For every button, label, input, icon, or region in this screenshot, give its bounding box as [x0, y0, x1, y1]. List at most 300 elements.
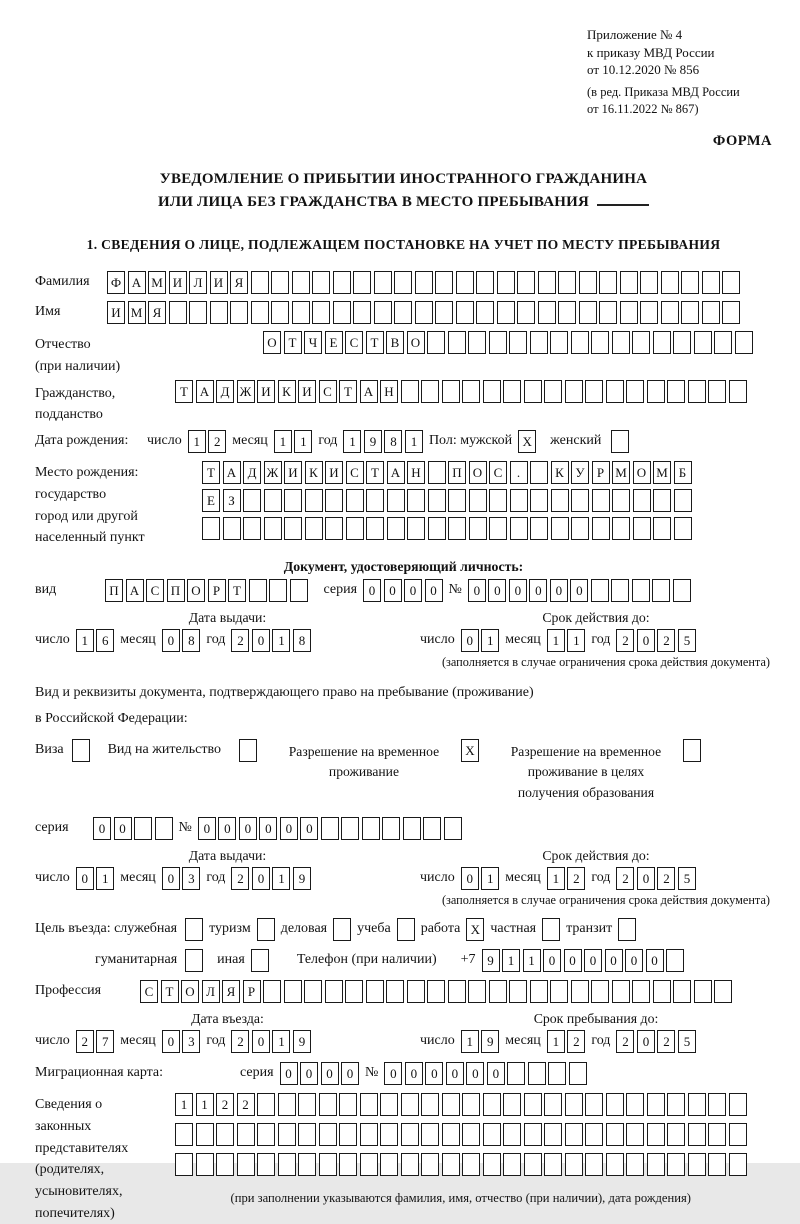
representatives-char-box[interactable] — [524, 1123, 542, 1146]
name-char-box[interactable] — [558, 301, 576, 324]
birthplace-char-box[interactable]: А — [223, 461, 241, 484]
surname-char-box[interactable] — [476, 271, 494, 294]
phone-digit-box[interactable]: 0 — [564, 949, 582, 972]
birthplace-char-box[interactable] — [571, 489, 589, 512]
doc-series-box[interactable]: 0 — [384, 579, 402, 602]
surname-char-box[interactable] — [538, 271, 556, 294]
doc-number-box[interactable] — [652, 579, 670, 602]
name-char-box[interactable] — [599, 301, 617, 324]
migration-series-box[interactable]: 0 — [300, 1062, 318, 1085]
representatives-char-box[interactable]: 1 — [196, 1093, 214, 1116]
citizenship-char-box[interactable] — [729, 380, 747, 403]
representatives-char-box[interactable] — [216, 1153, 234, 1176]
representatives-char-box[interactable] — [257, 1093, 275, 1116]
patronymic-char-box[interactable]: С — [345, 331, 363, 354]
name-char-box[interactable]: И — [107, 301, 125, 324]
surname-char-box[interactable] — [579, 271, 597, 294]
profession-char-box[interactable] — [468, 980, 486, 1003]
representatives-char-box[interactable] — [237, 1123, 255, 1146]
representatives-char-box[interactable] — [483, 1123, 501, 1146]
representatives-char-box[interactable] — [278, 1123, 296, 1146]
patronymic-char-box[interactable] — [714, 331, 732, 354]
name-char-box[interactable] — [374, 301, 392, 324]
citizenship-char-box[interactable] — [667, 380, 685, 403]
representatives-char-box[interactable] — [503, 1153, 521, 1176]
birthplace-char-box[interactable] — [428, 517, 446, 540]
doc-type-char-box[interactable]: П — [105, 579, 123, 602]
birthplace-char-box[interactable]: О — [633, 461, 651, 484]
patronymic-char-box[interactable] — [653, 331, 671, 354]
doc-number-box[interactable]: 0 — [529, 579, 547, 602]
profession-char-box[interactable] — [325, 980, 343, 1003]
doc-issue-year-box[interactable]: 2 — [231, 629, 249, 652]
doc-issue-year-box[interactable]: 1 — [272, 629, 290, 652]
name-char-box[interactable] — [456, 301, 474, 324]
birthplace-char-box[interactable]: . — [510, 461, 528, 484]
birthplace-char-box[interactable]: М — [653, 461, 671, 484]
surname-char-box[interactable] — [292, 271, 310, 294]
name-char-box[interactable] — [189, 301, 207, 324]
patronymic-char-box[interactable]: Т — [366, 331, 384, 354]
representatives-char-box[interactable] — [688, 1153, 706, 1176]
sex-male-box[interactable]: X — [518, 430, 536, 453]
stay-month-box[interactable]: 2 — [567, 1030, 585, 1053]
name-char-box[interactable] — [640, 301, 658, 324]
citizenship-char-box[interactable] — [708, 380, 726, 403]
patronymic-char-box[interactable] — [632, 331, 650, 354]
doc-type-char-box[interactable]: О — [187, 579, 205, 602]
name-char-box[interactable] — [497, 301, 515, 324]
permit-number-box[interactable]: 0 — [300, 817, 318, 840]
citizenship-char-box[interactable]: С — [319, 380, 337, 403]
name-char-box[interactable] — [620, 301, 638, 324]
birthplace-char-box[interactable]: Т — [202, 461, 220, 484]
profession-char-box[interactable] — [489, 980, 507, 1003]
permit-expiry-year-box[interactable]: 0 — [637, 867, 655, 890]
temp-residence-edu-box[interactable] — [683, 739, 701, 762]
doc-issue-month-box[interactable]: 8 — [182, 629, 200, 652]
birthplace-char-box[interactable] — [264, 517, 282, 540]
birthplace-char-box[interactable]: К — [551, 461, 569, 484]
purpose-study-box[interactable] — [397, 918, 415, 941]
profession-char-box[interactable] — [714, 980, 732, 1003]
representatives-char-box[interactable] — [380, 1123, 398, 1146]
citizenship-char-box[interactable]: Н — [380, 380, 398, 403]
representatives-char-box[interactable] — [708, 1093, 726, 1116]
profession-char-box[interactable]: Л — [202, 980, 220, 1003]
representatives-char-box[interactable] — [421, 1153, 439, 1176]
phone-digit-box[interactable]: 0 — [605, 949, 623, 972]
doc-expiry-year-box[interactable]: 5 — [678, 629, 696, 652]
representatives-char-box[interactable] — [401, 1093, 419, 1116]
doc-expiry-month-box[interactable]: 1 — [567, 629, 585, 652]
birth-day-box[interactable]: 2 — [208, 430, 226, 453]
surname-char-box[interactable] — [640, 271, 658, 294]
birth-month-box[interactable]: 1 — [294, 430, 312, 453]
profession-char-box[interactable]: О — [181, 980, 199, 1003]
doc-type-char-box[interactable] — [249, 579, 267, 602]
birthplace-char-box[interactable] — [448, 489, 466, 512]
permit-series-box[interactable]: 0 — [93, 817, 111, 840]
permit-issue-year-box[interactable]: 2 — [231, 867, 249, 890]
phone-digit-box[interactable] — [666, 949, 684, 972]
representatives-char-box[interactable] — [360, 1093, 378, 1116]
representatives-char-box[interactable] — [483, 1093, 501, 1116]
doc-type-char-box[interactable]: П — [167, 579, 185, 602]
profession-char-box[interactable] — [448, 980, 466, 1003]
citizenship-char-box[interactable] — [483, 380, 501, 403]
patronymic-char-box[interactable] — [612, 331, 630, 354]
citizenship-char-box[interactable] — [442, 380, 460, 403]
surname-char-box[interactable]: И — [169, 271, 187, 294]
representatives-char-box[interactable] — [278, 1093, 296, 1116]
birthplace-char-box[interactable] — [407, 517, 425, 540]
representatives-char-box[interactable] — [339, 1153, 357, 1176]
surname-char-box[interactable] — [415, 271, 433, 294]
patronymic-char-box[interactable] — [489, 331, 507, 354]
representatives-char-box[interactable] — [647, 1123, 665, 1146]
profession-char-box[interactable] — [284, 980, 302, 1003]
patronymic-char-box[interactable] — [448, 331, 466, 354]
birthplace-char-box[interactable] — [428, 461, 446, 484]
doc-issue-year-box[interactable]: 0 — [252, 629, 270, 652]
patronymic-char-box[interactable]: Е — [325, 331, 343, 354]
surname-char-box[interactable]: И — [210, 271, 228, 294]
representatives-char-box[interactable] — [708, 1123, 726, 1146]
citizenship-char-box[interactable] — [626, 380, 644, 403]
birth-year-box[interactable]: 1 — [343, 430, 361, 453]
purpose-business-box[interactable] — [333, 918, 351, 941]
name-char-box[interactable] — [271, 301, 289, 324]
migration-series-box[interactable]: 0 — [321, 1062, 339, 1085]
entry-year-box[interactable]: 2 — [231, 1030, 249, 1053]
migration-number-box[interactable]: 0 — [425, 1062, 443, 1085]
birthplace-char-box[interactable] — [243, 489, 261, 512]
representatives-char-box[interactable] — [667, 1153, 685, 1176]
birthplace-char-box[interactable]: С — [489, 461, 507, 484]
birthplace-char-box[interactable] — [202, 517, 220, 540]
representatives-char-box[interactable]: 1 — [175, 1093, 193, 1116]
name-char-box[interactable] — [517, 301, 535, 324]
representatives-char-box[interactable] — [544, 1153, 562, 1176]
migration-series-box[interactable]: 0 — [341, 1062, 359, 1085]
permit-issue-day-box[interactable]: 0 — [76, 867, 94, 890]
entry-year-box[interactable]: 1 — [272, 1030, 290, 1053]
migration-number-box[interactable]: 0 — [405, 1062, 423, 1085]
citizenship-char-box[interactable]: И — [257, 380, 275, 403]
profession-char-box[interactable] — [653, 980, 671, 1003]
profession-char-box[interactable] — [263, 980, 281, 1003]
birthplace-char-box[interactable]: Д — [243, 461, 261, 484]
doc-type-char-box[interactable]: С — [146, 579, 164, 602]
doc-issue-day-box[interactable]: 6 — [96, 629, 114, 652]
permit-number-box[interactable] — [444, 817, 462, 840]
profession-char-box[interactable] — [612, 980, 630, 1003]
doc-type-char-box[interactable]: Р — [208, 579, 226, 602]
birthplace-char-box[interactable]: Е — [202, 489, 220, 512]
birth-year-box[interactable]: 1 — [405, 430, 423, 453]
birthplace-char-box[interactable]: Т — [366, 461, 384, 484]
name-char-box[interactable]: Я — [148, 301, 166, 324]
permit-number-box[interactable]: 0 — [259, 817, 277, 840]
representatives-char-box[interactable] — [257, 1123, 275, 1146]
doc-expiry-month-box[interactable]: 1 — [547, 629, 565, 652]
phone-digit-box[interactable]: 0 — [625, 949, 643, 972]
birthplace-char-box[interactable]: Р — [592, 461, 610, 484]
patronymic-char-box[interactable] — [591, 331, 609, 354]
surname-char-box[interactable] — [271, 271, 289, 294]
representatives-char-box[interactable] — [544, 1093, 562, 1116]
migration-number-box[interactable] — [569, 1062, 587, 1085]
profession-char-box[interactable] — [673, 980, 691, 1003]
profession-char-box[interactable] — [632, 980, 650, 1003]
surname-char-box[interactable] — [620, 271, 638, 294]
surname-char-box[interactable] — [497, 271, 515, 294]
stay-day-box[interactable]: 9 — [481, 1030, 499, 1053]
name-char-box[interactable] — [415, 301, 433, 324]
phone-digit-box[interactable]: 0 — [543, 949, 561, 972]
purpose-other-box[interactable] — [251, 949, 269, 972]
name-char-box[interactable] — [702, 301, 720, 324]
stay-year-box[interactable]: 5 — [678, 1030, 696, 1053]
representatives-char-box[interactable] — [688, 1123, 706, 1146]
entry-year-box[interactable]: 0 — [252, 1030, 270, 1053]
permit-number-box[interactable]: 0 — [218, 817, 236, 840]
profession-char-box[interactable]: Р — [243, 980, 261, 1003]
birthplace-char-box[interactable] — [633, 489, 651, 512]
representatives-char-box[interactable] — [196, 1153, 214, 1176]
birthplace-char-box[interactable] — [243, 517, 261, 540]
entry-day-box[interactable]: 7 — [96, 1030, 114, 1053]
birth-year-box[interactable]: 8 — [384, 430, 402, 453]
citizenship-char-box[interactable] — [647, 380, 665, 403]
migration-number-box[interactable]: 0 — [487, 1062, 505, 1085]
name-char-box[interactable] — [251, 301, 269, 324]
representatives-char-box[interactable] — [503, 1093, 521, 1116]
birthplace-char-box[interactable] — [612, 517, 630, 540]
name-char-box[interactable] — [722, 301, 740, 324]
birthplace-char-box[interactable]: К — [305, 461, 323, 484]
representatives-char-box[interactable] — [585, 1153, 603, 1176]
phone-digit-box[interactable]: 1 — [502, 949, 520, 972]
doc-number-box[interactable]: 0 — [488, 579, 506, 602]
name-char-box[interactable] — [353, 301, 371, 324]
representatives-char-box[interactable] — [442, 1093, 460, 1116]
representatives-char-box[interactable] — [585, 1123, 603, 1146]
citizenship-char-box[interactable]: Т — [339, 380, 357, 403]
permit-series-box[interactable] — [134, 817, 152, 840]
representatives-char-box[interactable] — [565, 1153, 583, 1176]
permit-series-box[interactable]: 0 — [114, 817, 132, 840]
representatives-char-box[interactable] — [442, 1153, 460, 1176]
representatives-char-box[interactable]: 2 — [216, 1093, 234, 1116]
birthplace-char-box[interactable] — [448, 517, 466, 540]
citizenship-char-box[interactable] — [606, 380, 624, 403]
permit-number-box[interactable] — [362, 817, 380, 840]
birthplace-char-box[interactable]: З — [223, 489, 241, 512]
patronymic-char-box[interactable] — [673, 331, 691, 354]
surname-char-box[interactable]: М — [148, 271, 166, 294]
profession-char-box[interactable] — [571, 980, 589, 1003]
surname-char-box[interactable] — [456, 271, 474, 294]
stay-month-box[interactable]: 1 — [547, 1030, 565, 1053]
birthplace-char-box[interactable] — [305, 489, 323, 512]
birthplace-char-box[interactable] — [633, 517, 651, 540]
birth-month-box[interactable]: 1 — [274, 430, 292, 453]
stay-year-box[interactable]: 2 — [657, 1030, 675, 1053]
doc-type-char-box[interactable] — [290, 579, 308, 602]
doc-number-box[interactable]: 0 — [468, 579, 486, 602]
representatives-char-box[interactable] — [421, 1123, 439, 1146]
name-char-box[interactable] — [394, 301, 412, 324]
patronymic-char-box[interactable] — [571, 331, 589, 354]
surname-char-box[interactable] — [435, 271, 453, 294]
permit-issue-month-box[interactable]: 3 — [182, 867, 200, 890]
name-char-box[interactable] — [230, 301, 248, 324]
birthplace-char-box[interactable] — [489, 517, 507, 540]
profession-char-box[interactable] — [530, 980, 548, 1003]
migration-number-box[interactable]: 0 — [466, 1062, 484, 1085]
birthplace-char-box[interactable] — [387, 489, 405, 512]
birthplace-char-box[interactable] — [612, 489, 630, 512]
birthplace-char-box[interactable] — [530, 461, 548, 484]
birth-day-box[interactable]: 1 — [188, 430, 206, 453]
doc-issue-day-box[interactable]: 1 — [76, 629, 94, 652]
patronymic-char-box[interactable]: О — [407, 331, 425, 354]
permit-number-box[interactable]: 0 — [280, 817, 298, 840]
profession-char-box[interactable] — [427, 980, 445, 1003]
doc-expiry-day-box[interactable]: 1 — [481, 629, 499, 652]
name-char-box[interactable] — [169, 301, 187, 324]
patronymic-char-box[interactable]: О — [263, 331, 281, 354]
doc-type-char-box[interactable]: Т — [228, 579, 246, 602]
permit-number-box[interactable]: 0 — [239, 817, 257, 840]
birthplace-char-box[interactable]: П — [448, 461, 466, 484]
permit-series-box[interactable] — [155, 817, 173, 840]
doc-series-box[interactable]: 0 — [425, 579, 443, 602]
permit-number-box[interactable] — [403, 817, 421, 840]
phone-digit-box[interactable]: 0 — [646, 949, 664, 972]
surname-char-box[interactable] — [353, 271, 371, 294]
representatives-char-box[interactable] — [503, 1123, 521, 1146]
representatives-char-box[interactable] — [544, 1123, 562, 1146]
patronymic-char-box[interactable]: Т — [284, 331, 302, 354]
representatives-char-box[interactable] — [626, 1093, 644, 1116]
patronymic-char-box[interactable] — [509, 331, 527, 354]
surname-char-box[interactable] — [722, 271, 740, 294]
representatives-char-box[interactable] — [319, 1123, 337, 1146]
permit-issue-year-box[interactable]: 9 — [293, 867, 311, 890]
surname-char-box[interactable] — [251, 271, 269, 294]
temp-residence-box[interactable]: X — [461, 739, 479, 762]
profession-char-box[interactable] — [509, 980, 527, 1003]
citizenship-char-box[interactable]: Ж — [237, 380, 255, 403]
representatives-char-box[interactable] — [667, 1093, 685, 1116]
representatives-char-box[interactable] — [667, 1123, 685, 1146]
permit-expiry-day-box[interactable]: 1 — [481, 867, 499, 890]
profession-char-box[interactable] — [304, 980, 322, 1003]
patronymic-char-box[interactable] — [694, 331, 712, 354]
doc-expiry-day-box[interactable]: 0 — [461, 629, 479, 652]
representatives-char-box[interactable] — [216, 1123, 234, 1146]
birthplace-char-box[interactable]: И — [284, 461, 302, 484]
birthplace-char-box[interactable]: О — [469, 461, 487, 484]
citizenship-char-box[interactable]: И — [298, 380, 316, 403]
stay-day-box[interactable]: 1 — [461, 1030, 479, 1053]
representatives-char-box[interactable] — [339, 1123, 357, 1146]
surname-char-box[interactable] — [599, 271, 617, 294]
surname-char-box[interactable] — [394, 271, 412, 294]
birthplace-char-box[interactable] — [653, 489, 671, 512]
representatives-char-box[interactable] — [729, 1153, 747, 1176]
representatives-char-box[interactable] — [319, 1093, 337, 1116]
migration-series-box[interactable]: 0 — [280, 1062, 298, 1085]
representatives-char-box[interactable] — [524, 1153, 542, 1176]
doc-series-box[interactable]: 0 — [404, 579, 422, 602]
sex-female-box[interactable] — [611, 430, 629, 453]
birthplace-char-box[interactable] — [674, 517, 692, 540]
representatives-char-box[interactable] — [380, 1093, 398, 1116]
profession-char-box[interactable] — [345, 980, 363, 1003]
birthplace-char-box[interactable] — [489, 489, 507, 512]
residence-permit-box[interactable] — [239, 739, 257, 762]
permit-expiry-month-box[interactable]: 2 — [567, 867, 585, 890]
entry-month-box[interactable]: 3 — [182, 1030, 200, 1053]
citizenship-char-box[interactable] — [524, 380, 542, 403]
doc-series-box[interactable]: 0 — [363, 579, 381, 602]
name-char-box[interactable] — [435, 301, 453, 324]
surname-char-box[interactable]: Я — [230, 271, 248, 294]
birthplace-char-box[interactable] — [551, 489, 569, 512]
profession-char-box[interactable]: Т — [161, 980, 179, 1003]
representatives-char-box[interactable] — [175, 1123, 193, 1146]
purpose-private-box[interactable] — [542, 918, 560, 941]
surname-char-box[interactable] — [517, 271, 535, 294]
permit-number-box[interactable] — [423, 817, 441, 840]
representatives-char-box[interactable] — [462, 1123, 480, 1146]
representatives-char-box[interactable] — [565, 1123, 583, 1146]
representatives-char-box[interactable] — [421, 1093, 439, 1116]
representatives-char-box[interactable] — [729, 1093, 747, 1116]
representatives-char-box[interactable] — [462, 1093, 480, 1116]
birthplace-char-box[interactable] — [366, 517, 384, 540]
birthplace-char-box[interactable] — [592, 517, 610, 540]
permit-issue-year-box[interactable]: 1 — [272, 867, 290, 890]
surname-char-box[interactable] — [681, 271, 699, 294]
permit-expiry-year-box[interactable]: 2 — [616, 867, 634, 890]
purpose-official-box[interactable] — [185, 918, 203, 941]
birth-year-box[interactable]: 9 — [364, 430, 382, 453]
doc-type-char-box[interactable] — [269, 579, 287, 602]
doc-number-box[interactable] — [673, 579, 691, 602]
citizenship-char-box[interactable] — [565, 380, 583, 403]
representatives-char-box[interactable] — [442, 1123, 460, 1146]
entry-day-box[interactable]: 2 — [76, 1030, 94, 1053]
citizenship-char-box[interactable] — [585, 380, 603, 403]
representatives-char-box[interactable] — [729, 1123, 747, 1146]
representatives-char-box[interactable] — [606, 1093, 624, 1116]
representatives-char-box[interactable] — [298, 1123, 316, 1146]
surname-char-box[interactable] — [661, 271, 679, 294]
profession-char-box[interactable] — [366, 980, 384, 1003]
name-char-box[interactable] — [292, 301, 310, 324]
birthplace-char-box[interactable] — [264, 489, 282, 512]
representatives-char-box[interactable] — [237, 1153, 255, 1176]
citizenship-char-box[interactable] — [688, 380, 706, 403]
citizenship-char-box[interactable]: А — [360, 380, 378, 403]
birthplace-char-box[interactable] — [407, 489, 425, 512]
birthplace-char-box[interactable] — [284, 517, 302, 540]
